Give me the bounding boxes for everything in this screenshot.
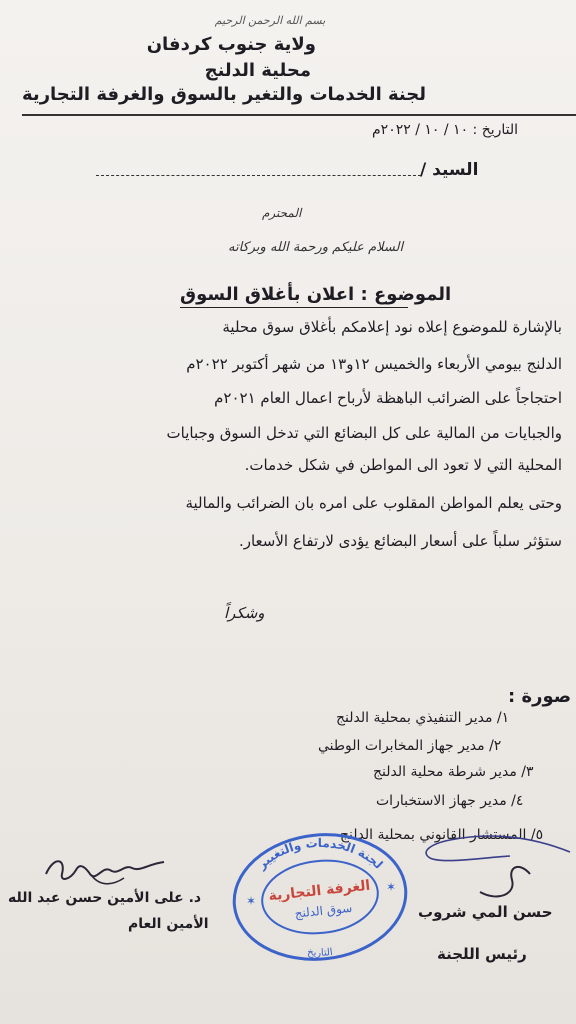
body-line: وحتى يعلم المواطن المقلوب على امره بان الضرائب والمالية — [185, 494, 562, 512]
respected-label: المحترم — [262, 206, 302, 220]
header-divider — [22, 114, 576, 116]
left-signatory-title: الأمين العام — [128, 916, 209, 932]
subject-underline — [180, 307, 408, 308]
greeting: السلام عليكم ورحمة الله وبركاته — [228, 240, 404, 255]
addressee-label: السيد / — [420, 160, 479, 180]
copy-item: ٢/ مدير جهاز المخابرات الوطني — [318, 738, 502, 754]
copy-item: ٤/ مدير جهاز الاستخبارات — [376, 793, 524, 809]
left-signatory-name: د. على الأمين حسن عبد الله — [8, 890, 202, 906]
body-line: الدلنج بيومي الأربعاء والخميس ١٢و١٣ من شهر أكتوبر ٢٠٢٢م — [186, 355, 562, 373]
left-signature-scribble — [40, 846, 170, 890]
addressee-dotted-line — [96, 175, 421, 176]
stamp-date-label: التاريخ — [306, 946, 334, 959]
body-line: بالإشارة للموضوع إعلاه نود إعلامكم بأغلاق سوق محلية — [222, 318, 562, 336]
stamp-inner-line2: سوق الدلنج — [294, 900, 353, 921]
body-line: والجبايات من المالية على كل البضائع التي تدخل السوق وجبايات — [166, 424, 562, 442]
official-stamp — [226, 825, 414, 965]
copies-heading: صورة : — [508, 686, 572, 707]
stamp-star-icon: ✶ — [386, 880, 397, 894]
copy-item: ٣/ مدير شرطة محلية الدلنج — [373, 764, 534, 780]
stamp-inner-line1: الغرفة التجارية — [267, 877, 371, 905]
header-locality: محلية الدلنج — [204, 60, 311, 81]
basmala: بسم الله الرحمن الرحيم — [214, 14, 326, 27]
body-line: احتجاجاً على الضرائب الباهظة لأرباح اعمال العام ٢٠٢١م — [214, 389, 562, 407]
right-signatory-title: رئيس اللجنة — [437, 945, 527, 963]
header-state: ولاية جنوب كردفان — [146, 34, 316, 55]
copy-item: ١/ مدير التنفيذي بمحلية الدلنج — [336, 710, 510, 726]
stamp-outer-text: لجنة الخدمات والتغيير — [254, 835, 386, 872]
thanks: وشكراً — [224, 604, 265, 622]
svg-text:التاريخ — [307, 947, 334, 959]
stamp-star-icon: ✶ — [246, 894, 257, 908]
right-signatory-name: حسن المي شروب — [418, 903, 553, 921]
date-line: التاريخ : ١٠ / ١٠ / ٢٠٢٢م — [372, 122, 519, 138]
subject-line: الموضوع : اعلان بأغلاق السوق — [180, 284, 452, 305]
body-line: ستؤثر سلباً على أسعار البضائع يؤدى لارتفاع الأسعار. — [238, 532, 562, 550]
copy-item: ٥/ المستشار القانوني بمحلية الدلنج — [340, 827, 544, 843]
body-line: المحلية التي لا تعود الى المواطن في شكل خدمات. — [244, 456, 562, 474]
header-committee: لجنة الخدمات والتغير بالسوق والغرفة التجارية — [22, 84, 426, 105]
